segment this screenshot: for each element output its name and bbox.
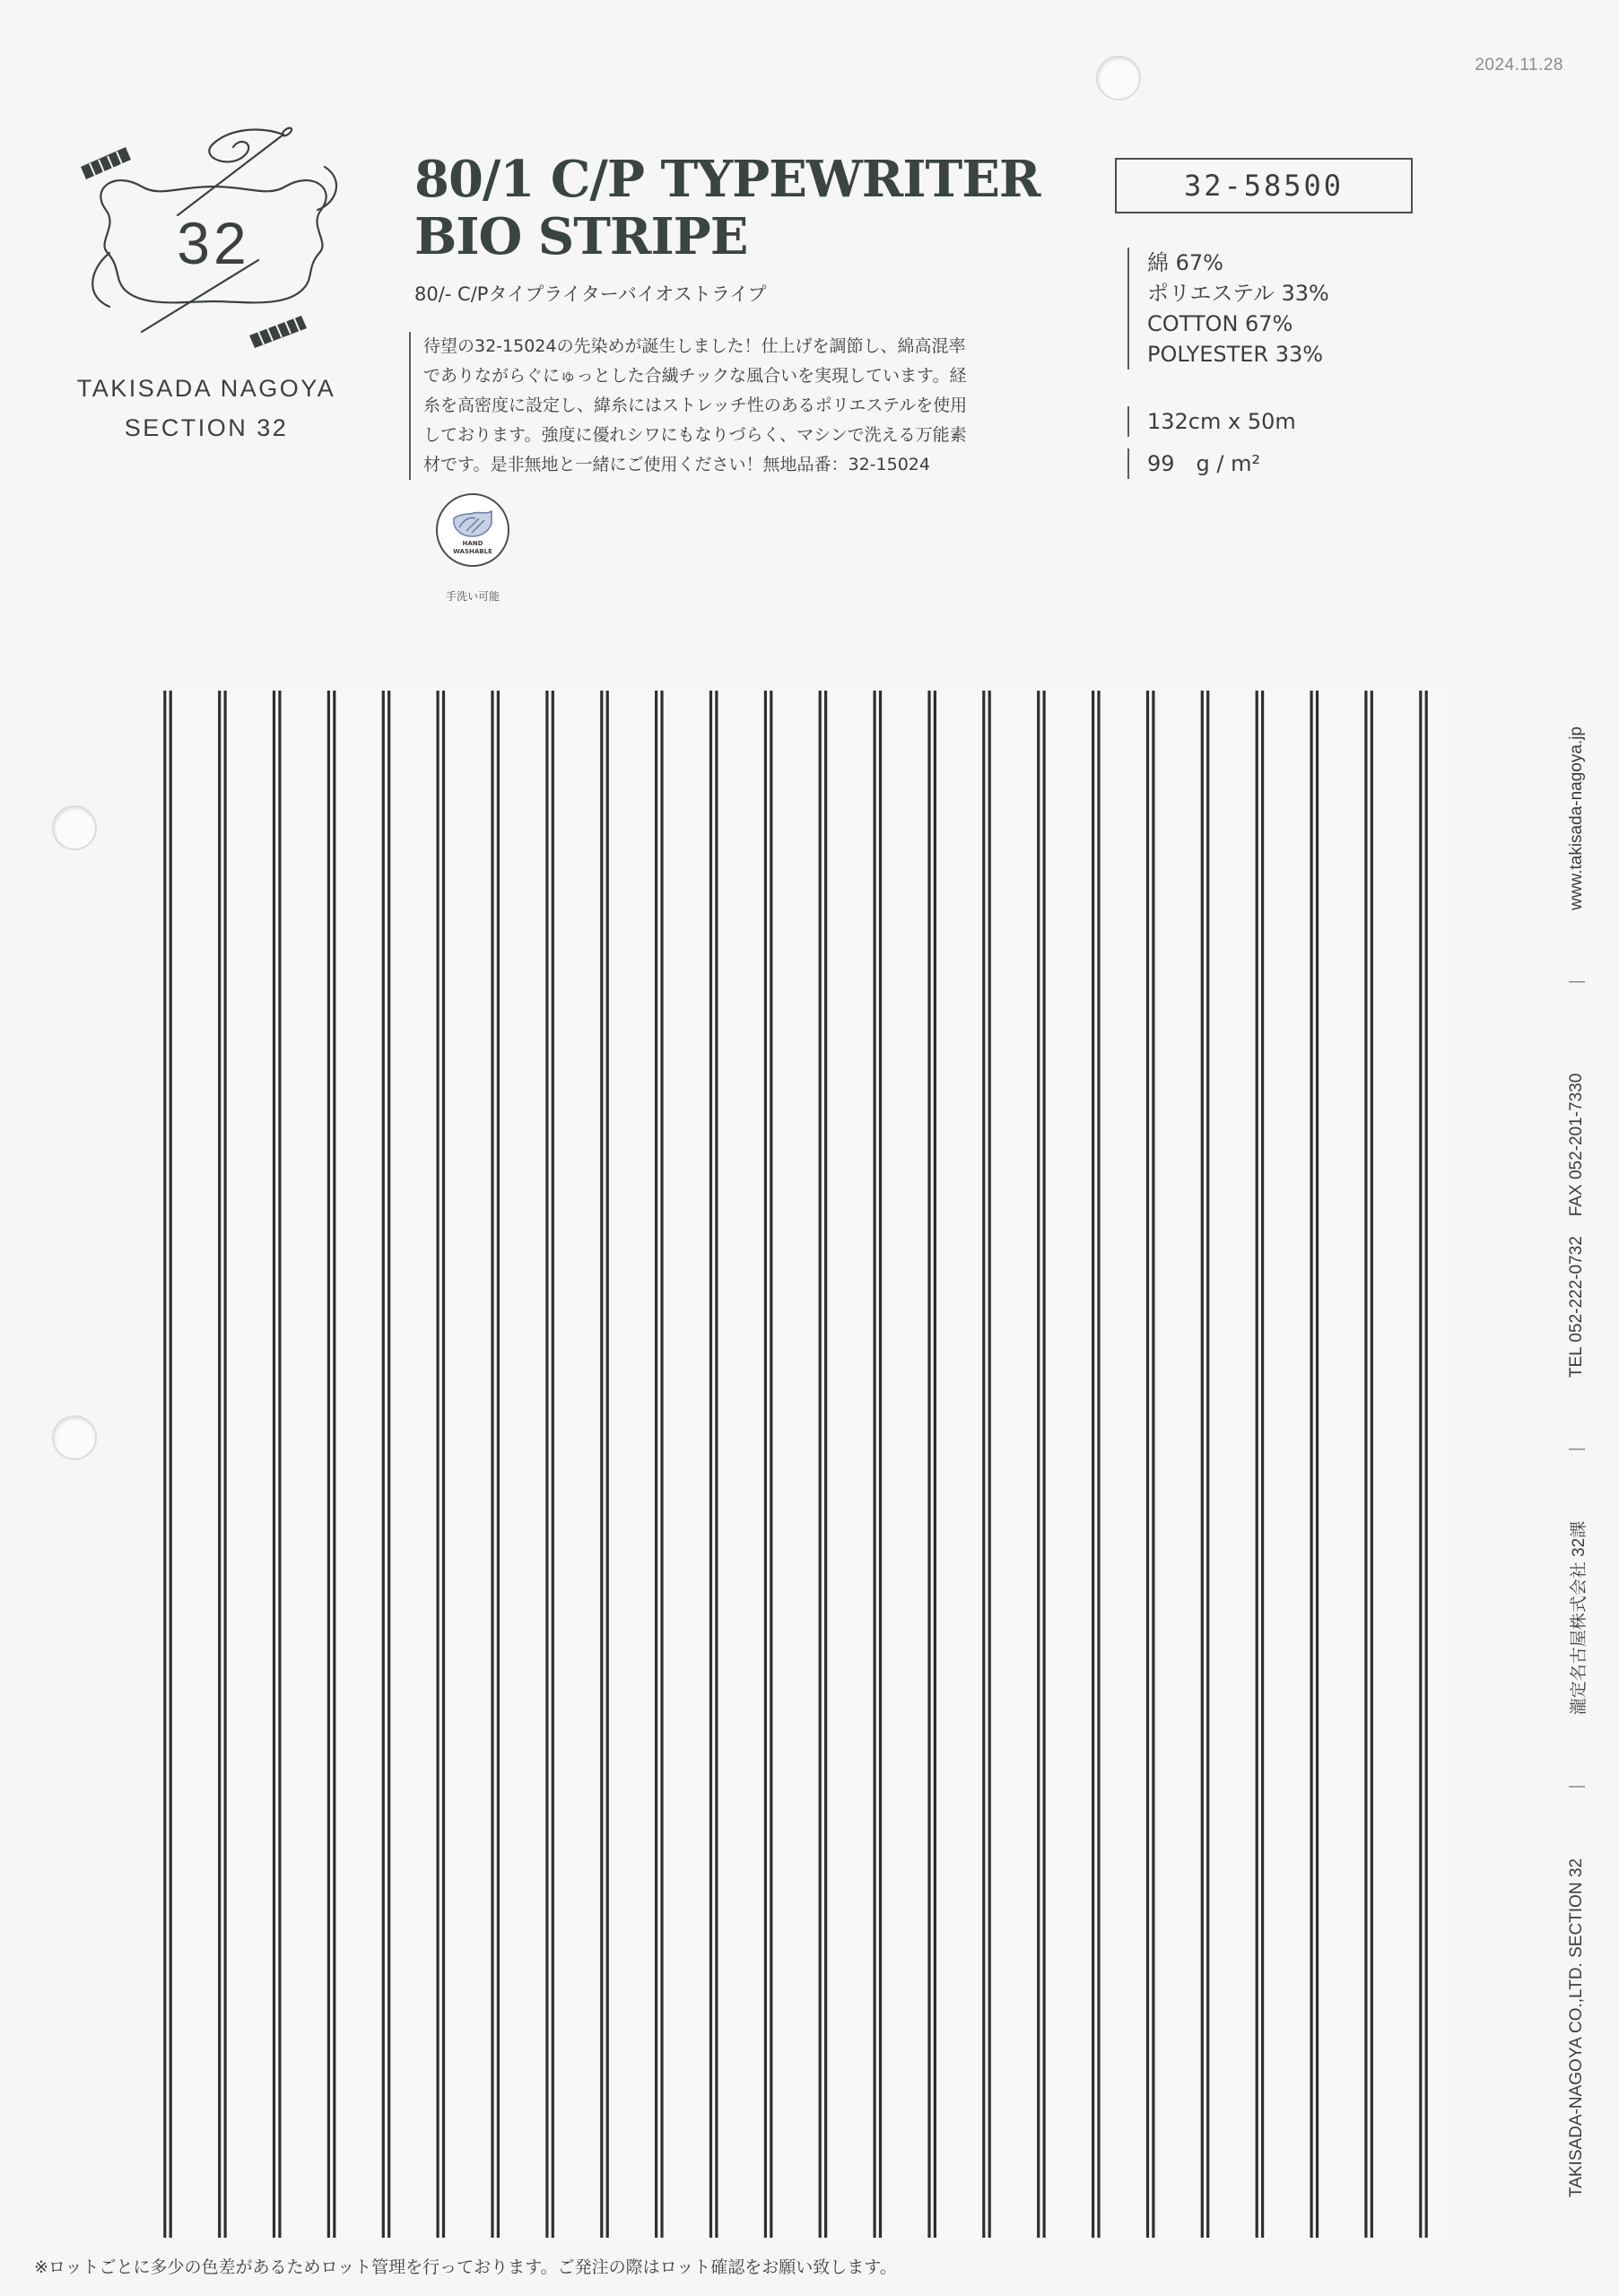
punch-hole <box>1096 56 1141 100</box>
fabric-swatch <box>157 691 1449 2238</box>
brand-section: SECTION 32 <box>124 414 289 441</box>
description-line: 糸を高密度に設定し、緯糸にはストレッチ性のあるポリエステルを使用 <box>423 396 968 415</box>
fax-number: FAX 052-201-7330 <box>1567 1073 1586 1217</box>
composition-block <box>1127 248 1452 370</box>
wash-icon-text: WASHABLE <box>453 548 492 555</box>
weight-value: 99 g / m² <box>1147 451 1261 476</box>
wash-icon-text: HAND <box>462 540 483 547</box>
section-32-logo <box>79 117 348 359</box>
weight <box>1127 448 1452 479</box>
width-length-value: 132cm x 50m <box>1147 409 1296 434</box>
brand-name: TAKISADA NAGOYA <box>76 375 336 402</box>
composition-line: ポリエステル 33% <box>1147 281 1329 306</box>
title-line-2: BIO STRIPE <box>414 207 748 266</box>
company-name: TAKISADA-NAGOYA CO.,LTD. SECTION 32 <box>1567 1858 1586 2197</box>
punch-hole <box>52 805 97 850</box>
tel-number: TEL 052-222-0732 <box>1567 1236 1586 1378</box>
logo-number: 32 <box>177 210 250 276</box>
company-sidebar <box>1561 726 1593 2197</box>
separator: | <box>1567 1784 1586 1789</box>
description-line: しております。強度に優れシワにもなりづらく、マシンで洗える万能素 <box>423 425 967 445</box>
product-description <box>409 332 1069 480</box>
document-date: 2024.11.28 <box>1475 56 1563 74</box>
lot-note: ※ロットごとに多少の色差があるためロット管理を行っております。ご発注の際はロット確認をお願い致します。 <box>34 2257 897 2277</box>
product-subtitle: 80/- C/Pタイプライターバイオストライプ <box>414 283 767 305</box>
title-line-1: 80/1 C/P TYPEWRITER <box>414 150 1040 209</box>
composition-line: POLYESTER 33% <box>1147 342 1324 367</box>
product-code: 32-58500 <box>1115 158 1413 213</box>
composition-line: 綿 67% <box>1147 250 1223 275</box>
composition-line: COTTON 67% <box>1147 311 1293 336</box>
hand-washable-icon <box>434 491 511 569</box>
punch-hole <box>52 1415 97 1460</box>
description-line: でありながらぐにゅっとした合繊チックな風合いを実現しています。経 <box>423 366 967 386</box>
description-line: 材です。是非無地と一緒にご使用ください！無地品番：32-15024 <box>423 455 930 474</box>
width-length <box>1127 406 1452 437</box>
separator: | <box>1567 979 1586 985</box>
description-line: 待望の32-15024の先染めが誕生しました！仕上げを調節し、綿高混率 <box>423 336 966 356</box>
separator: | <box>1567 1447 1586 1452</box>
website-link[interactable]: www.takisada-nagoya.jp <box>1567 726 1586 910</box>
product-title <box>414 151 1040 265</box>
company-name-jp: 瀧定名古屋株式会社 32課 <box>1569 1520 1589 1716</box>
contact-numbers <box>1567 1054 1587 1378</box>
wash-caption: 手洗い可能 <box>445 590 500 603</box>
